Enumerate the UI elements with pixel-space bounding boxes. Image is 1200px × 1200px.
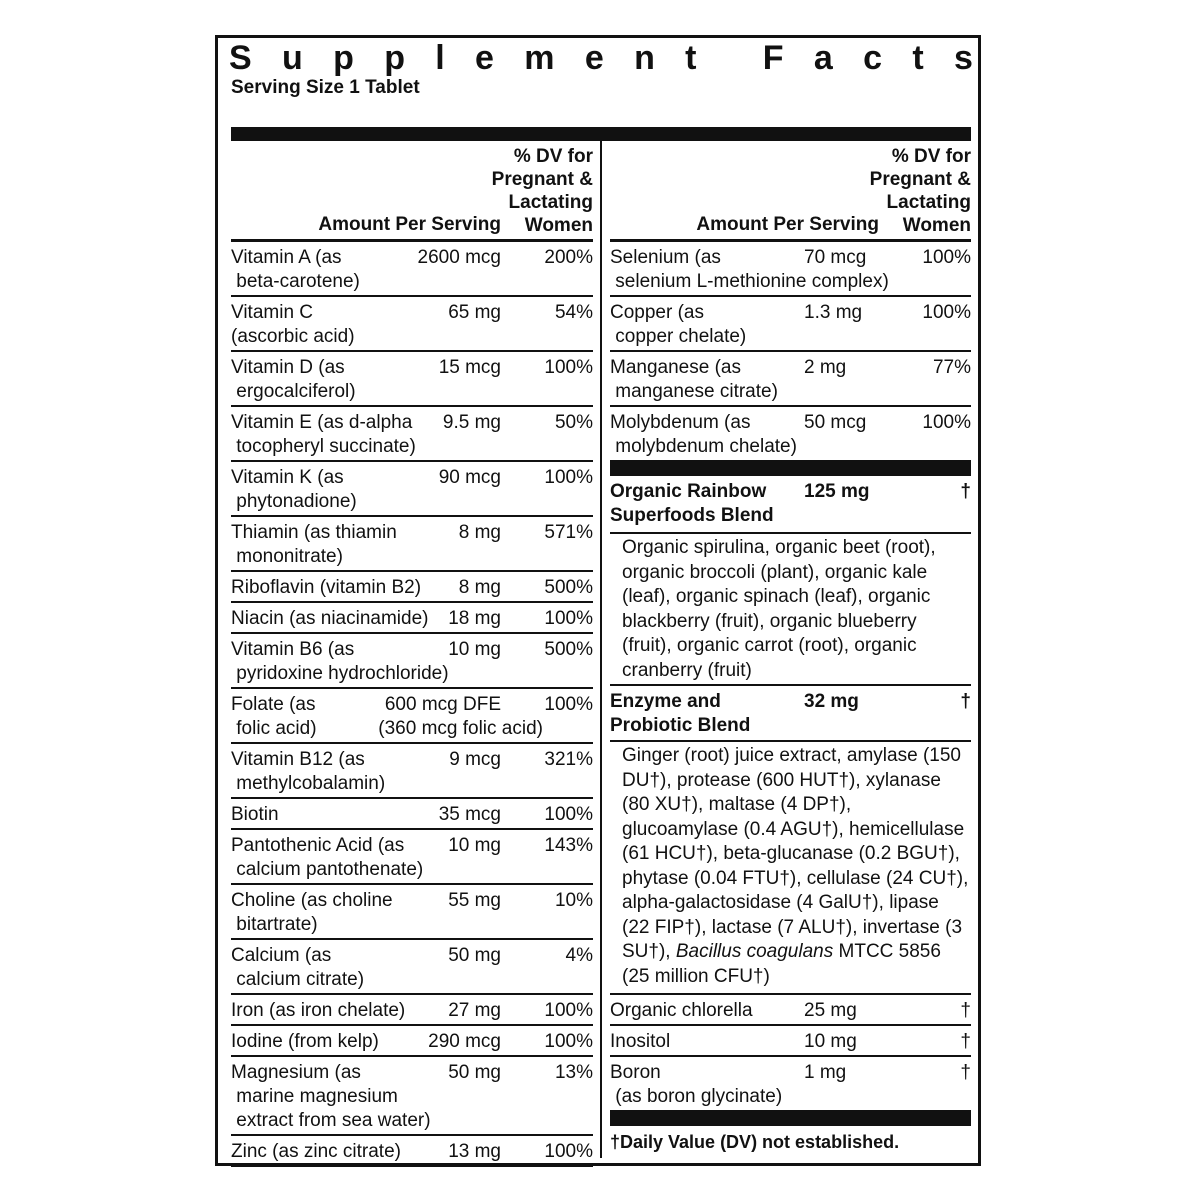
nutrient-dv: 10% [554, 890, 593, 911]
nutrient-dv: 100% [544, 467, 593, 488]
nutrient-name: Selenium (as selenium L-methionine complex) [610, 247, 889, 292]
blend-description [610, 742, 971, 995]
nutrient-dv: 571% [544, 522, 593, 543]
blend-description-text: Ginger (root) juice extract, amylase (150 DU†), protease (600 HUT†), xylanase (80 XU†), maltase (4 DP†), glucoamylase (0.4 AGU†), hemicellulase (61 HCU†), beta-glucanase (0.2 BGU†), phytase (0.04 FTU†), cellulase (24 CU†), alpha-galactosidase (4 GalU†), lipase (22 FIP†), lactase (7 ALU†), invertase (3 SU†), [622, 745, 969, 962]
left-column [231, 141, 593, 1167]
nutrient-row [610, 297, 971, 352]
title-letter: p [384, 39, 405, 77]
nutrient-name: Manganese (as manganese citrate) [610, 357, 778, 402]
nutrient-row [231, 689, 593, 744]
nutrient-dv: † [960, 481, 971, 502]
nutrient-name: Vitamin B6 (as pyridoxine hydrochloride) [231, 639, 449, 684]
blend-description: Organic spirulina, organic beet (root), organic broccoli (plant), organic kale (leaf), organic spinach (leaf), organic blackberry (fruit), organic blueberry (fruit), organic carrot (root), organic cranberry (fruit) [610, 534, 971, 686]
nutrient-amount: 2 mg [804, 357, 847, 378]
nutrient-dv: 500% [544, 639, 593, 660]
title-letter: S [229, 39, 252, 77]
nutrient-amount: 125 mg [804, 481, 870, 502]
nutrient-amount: 9.5 mg [442, 412, 501, 433]
dv-header [870, 145, 971, 237]
nutrient-row [610, 407, 971, 462]
nutrient-name: Vitamin C (ascorbic acid) [231, 302, 355, 347]
nutrient-dv: 50% [554, 412, 593, 433]
nutrient-row [231, 995, 593, 1026]
nutrient-amount: 18 mg [448, 608, 501, 629]
nutrient-amount: 1.3 mg [804, 302, 863, 323]
dv-header-line: % DV for [891, 146, 971, 167]
dv-header-line: % DV for [513, 146, 593, 167]
nutrient-name: Riboflavin (vitamin B2) [231, 577, 422, 598]
nutrient-amount: 10 mg [448, 835, 501, 856]
nutrient-name: Vitamin D (as ergocalciferol) [231, 357, 356, 402]
blend-description-text: MTCC 5856 (25 million CFU†) [622, 941, 941, 987]
nutrient-name: Copper (as copper chelate) [610, 302, 747, 347]
nutrient-name: Vitamin K (as phytonadione) [231, 467, 357, 512]
nutrient-amount: 10 mg [448, 639, 501, 660]
nutrient-name: Vitamin E (as d-alpha tocopheryl succinate) [231, 412, 416, 457]
nutrient-dv: 200% [544, 247, 593, 268]
amount-header: Amount Per Serving [696, 214, 879, 235]
nutrient-name: Niacin (as niacinamide) [231, 608, 429, 629]
nutrient-row [610, 1026, 971, 1057]
nutrient-row [231, 885, 593, 940]
dv-header-line: Women [524, 215, 593, 236]
nutrient-dv: † [960, 691, 971, 712]
panel-title [229, 38, 973, 78]
nutrient-row [231, 940, 593, 995]
nutrient-amount: 32 mg [804, 691, 859, 712]
footnote: †Daily Value (DV) not established. [610, 1132, 900, 1152]
nutrient-dv: 100% [544, 804, 593, 825]
nutrient-dv: 13% [554, 1062, 593, 1083]
nutrient-row [231, 634, 593, 689]
nutrient-dv: 100% [922, 302, 971, 323]
nutrient-row [231, 352, 593, 407]
nutrient-dv: 4% [565, 945, 593, 966]
nutrient-row [231, 830, 593, 885]
title-letter: l [435, 39, 445, 77]
dv-header-line: Pregnant & [869, 169, 971, 190]
right-rows [610, 242, 971, 462]
nutrient-amount: 9 mcg [449, 749, 501, 770]
nutrient-name: Biotin [231, 804, 279, 825]
nutrient-name: Inositol [610, 1031, 671, 1052]
nutrient-row [231, 242, 593, 297]
nutrient-row [610, 1057, 971, 1112]
nutrient-dv: 54% [554, 302, 593, 323]
nutrient-dv: 321% [544, 749, 593, 770]
title-letter: n [634, 39, 655, 77]
nutrient-amount: 2600 mcg [417, 247, 501, 268]
nutrient-name: Choline (as choline bitartrate) [231, 890, 393, 935]
nutrient-amount: 290 mcg [428, 1031, 501, 1052]
nutrient-row [231, 297, 593, 352]
nutrient-dv: 143% [544, 835, 593, 856]
nutrient-row [610, 242, 971, 297]
nutrient-dv: 100% [544, 357, 593, 378]
left-rows [231, 242, 593, 1167]
nutrient-amount: 25 mg [804, 1000, 857, 1021]
title-letter: m [524, 39, 555, 77]
nutrient-row [231, 407, 593, 462]
dv-header-line: Women [902, 215, 971, 236]
nutrient-row [231, 572, 593, 603]
column-header [610, 141, 971, 242]
nutrient-amount: 1 mg [804, 1062, 847, 1083]
dv-header [492, 145, 593, 237]
title-letter: c [863, 39, 883, 77]
nutrient-amount: 15 mcg [438, 357, 501, 378]
nutrient-amount: 55 mg [448, 890, 501, 911]
title-letter: t [912, 39, 924, 77]
nutrient-name: Enzyme and Probiotic Blend [610, 691, 751, 736]
thick-rule [610, 462, 971, 476]
dv-header-line: Pregnant & [491, 169, 593, 190]
nutrient-name: Zinc (as zinc citrate) [231, 1141, 401, 1162]
nutrient-row [231, 462, 593, 517]
nutrient-dv: 100% [544, 608, 593, 629]
nutrient-name: Thiamin (as thiamin mononitrate) [231, 522, 397, 567]
nutrient-dv: 100% [922, 412, 971, 433]
nutrient-amount: 8 mg [458, 577, 501, 598]
right-column [610, 141, 971, 1153]
nutrient-row [231, 744, 593, 799]
nutrient-row [231, 517, 593, 572]
nutrient-amount: 27 mg [448, 1000, 501, 1021]
right-rows-2 [610, 995, 971, 1112]
nutrient-row [610, 352, 971, 407]
nutrient-name: Pantothenic Acid (as calcium pantothenate) [231, 835, 424, 880]
nutrient-row [231, 603, 593, 634]
nutrient-name: Vitamin B12 (as methylcobalamin) [231, 749, 386, 794]
title-letter: F [762, 39, 784, 77]
nutrient-amount: 65 mg [448, 302, 501, 323]
dv-header-line: Lactating [508, 192, 593, 213]
column-divider [600, 141, 602, 1158]
nutrient-name: Magnesium (as marine magnesium extract from sea water) [231, 1062, 431, 1131]
title-letter: e [475, 39, 494, 77]
nutrient-amount: 50 mcg [804, 412, 867, 433]
nutrient-dv: 100% [922, 247, 971, 268]
nutrient-amount: 10 mg [804, 1031, 857, 1052]
column-header [231, 141, 593, 242]
nutrient-amount: 8 mg [458, 522, 501, 543]
nutrient-amount-detail: (360 mcg folic acid) [378, 718, 543, 739]
nutrient-dv: 100% [544, 1000, 593, 1021]
nutrient-amount: 50 mg [448, 1062, 501, 1083]
nutrient-name: Vitamin A (as beta-carotene) [231, 247, 360, 292]
nutrient-dv: † [960, 1000, 971, 1021]
nutrient-row [231, 1136, 593, 1167]
nutrient-row [231, 799, 593, 830]
nutrient-dv: † [960, 1062, 971, 1083]
nutrient-row [610, 995, 971, 1026]
title-letter: e [584, 39, 604, 77]
title-letter: a [813, 39, 833, 77]
thick-rule [231, 127, 971, 141]
nutrient-name: Organic Rainbow Superfoods Blend [610, 481, 774, 526]
nutrient-name: Boron (as boron glycinate) [610, 1062, 783, 1107]
amount-header: Amount Per Serving [318, 214, 501, 235]
dv-header-line: Lactating [886, 192, 971, 213]
nutrient-amount: 35 mcg [438, 804, 501, 825]
nutrient-dv: 100% [544, 1031, 593, 1052]
title-letter: u [282, 39, 303, 77]
nutrient-name: Iodine (from kelp) [231, 1031, 379, 1052]
nutrient-name: Iron (as iron chelate) [231, 1000, 406, 1021]
organism-name: Bacillus coagulans [675, 941, 834, 962]
serving-size: Serving Size 1 Tablet [231, 77, 420, 98]
nutrient-name: Molybdenum (as molybdenum chelate) [610, 412, 797, 457]
nutrient-row [231, 1026, 593, 1057]
nutrient-dv: 100% [544, 694, 593, 715]
nutrient-dv: 100% [544, 1141, 593, 1162]
nutrient-row [231, 1057, 593, 1136]
nutrient-name: Folate (as folic acid) [231, 694, 317, 739]
thick-rule [610, 1112, 971, 1126]
nutrient-amount: 600 mcg DFE [384, 694, 501, 715]
nutrient-amount: 90 mcg [438, 467, 501, 488]
nutrient-amount: 70 mcg [804, 247, 867, 268]
nutrient-dv: 77% [932, 357, 971, 378]
nutrient-amount: 50 mg [448, 945, 501, 966]
nutrient-amount: 13 mg [448, 1141, 501, 1162]
nutrient-dv: 500% [544, 577, 593, 598]
blend-row [610, 686, 971, 742]
nutrient-name: Organic chlorella [610, 1000, 753, 1021]
title-letter: p [333, 39, 354, 77]
blend-row [610, 476, 971, 534]
nutrient-name: Calcium (as calcium citrate) [231, 945, 365, 990]
nutrient-dv: † [960, 1031, 971, 1052]
title-letter: s [954, 39, 973, 77]
title-letter: t [685, 39, 697, 77]
